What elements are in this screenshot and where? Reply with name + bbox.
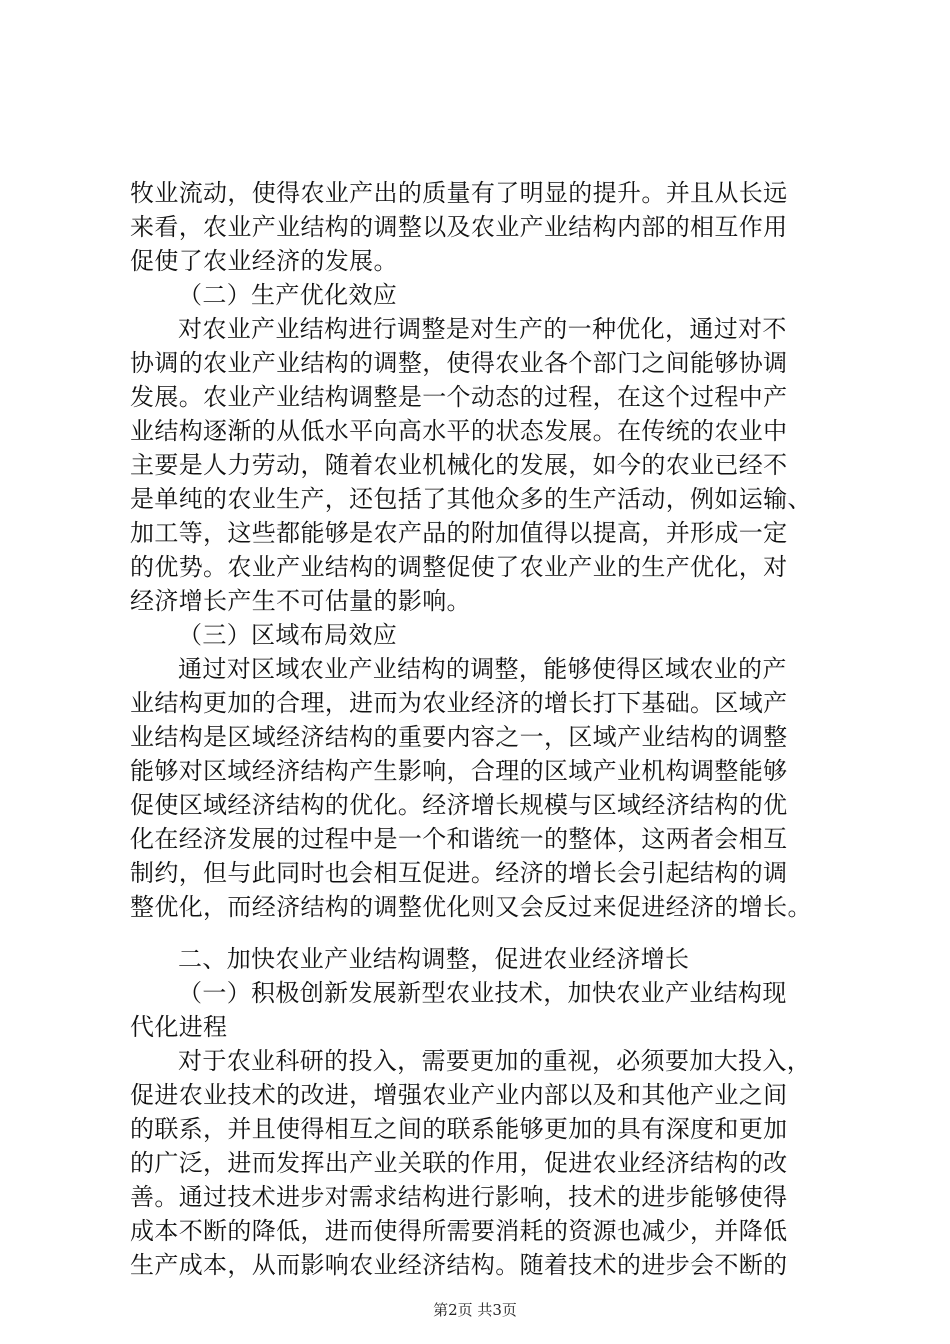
text-line: 是单纯的农业生产，还包括了其他众多的生产活动，例如运输、	[130, 485, 812, 513]
text-line: 主要是人力劳动，随着农业机械化的发展，如今的农业已经不	[130, 451, 788, 479]
text-line: 的联系，并且使得相互之间的联系能够更加的具有深度和更加	[130, 1115, 788, 1143]
text-line: 牧业流动，使得农业产出的质量有了明显的提升。并且从长远	[130, 179, 788, 207]
text-line: 促使区域经济结构的优化。经济增长规模与区域经济结构的优	[130, 791, 788, 819]
text-line: 化在经济发展的过程中是一个和谐统一的整体，这两者会相互	[130, 825, 788, 853]
section-heading: （一）积极创新发展新型农业技术，加快农业产业结构现	[178, 979, 787, 1007]
text-line: 业结构逐渐的从低水平向高水平的状态发展。在传统的农业中	[130, 417, 788, 445]
text-line: 生产成本，从而影响农业经济结构。随着技术的进步会不断的	[130, 1251, 788, 1279]
text-line: 业结构更加的合理，进而为农业经济的增长打下基础。区域产	[130, 689, 788, 717]
section-heading: （三）区域布局效应	[178, 621, 398, 649]
text-line: 促使了农业经济的发展。	[130, 247, 398, 275]
text-line: 对于农业科研的投入，需要更加的重视，必须要加大投入，	[178, 1047, 812, 1075]
text-line: 发展。农业产业结构调整是一个动态的过程，在这个过程中产	[130, 383, 788, 411]
section-heading: （二）生产优化效应	[178, 281, 398, 309]
text-line: 经济增长产生不可估量的影响。	[130, 587, 471, 615]
text-line: 整优化，而经济结构的调整优化则又会反过来促进经济的增长。	[130, 893, 812, 921]
text-line: 对农业产业结构进行调整是对生产的一种优化，通过对不	[178, 315, 787, 343]
text-line: 来看，农业产业结构的调整以及农业产业结构内部的相互作用	[130, 213, 788, 241]
section-heading-continued: 代化进程	[130, 1013, 228, 1041]
text-line: 的广泛，进而发挥出产业关联的作用，促进农业经济结构的改	[130, 1149, 788, 1177]
text-line: 的优势。农业产业结构的调整促使了农业产业的生产优化，对	[130, 553, 788, 581]
text-line: 加工等，这些都能够是农产品的附加值得以提高，并形成一定	[130, 519, 788, 547]
text-line: 能够对区域经济结构产生影响，合理的区域产业机构调整能够	[130, 757, 788, 785]
text-line: 业结构是区域经济结构的重要内容之一，区域产业结构的调整	[130, 723, 788, 751]
text-line: 制约，但与此同时也会相互促进。经济的增长会引起结构的调	[130, 859, 788, 887]
chapter-heading: 二、加快农业产业结构调整，促进农业经济增长	[178, 945, 690, 973]
text-line: 协调的农业产业结构的调整，使得农业各个部门之间能够协调	[130, 349, 788, 377]
text-line: 促进农业技术的改进，增强农业产业内部以及和其他产业之间	[130, 1081, 788, 1109]
page-number-footer: 第2页 共3页	[433, 1301, 517, 1319]
text-line: 成本不断的降低，进而使得所需要消耗的资源也减少，并降低	[130, 1217, 788, 1245]
text-line: 善。通过技术进步对需求结构进行影响，技术的进步能够使得	[130, 1183, 788, 1211]
text-line: 通过对区域农业产业结构的调整，能够使得区域农业的产	[178, 655, 787, 683]
